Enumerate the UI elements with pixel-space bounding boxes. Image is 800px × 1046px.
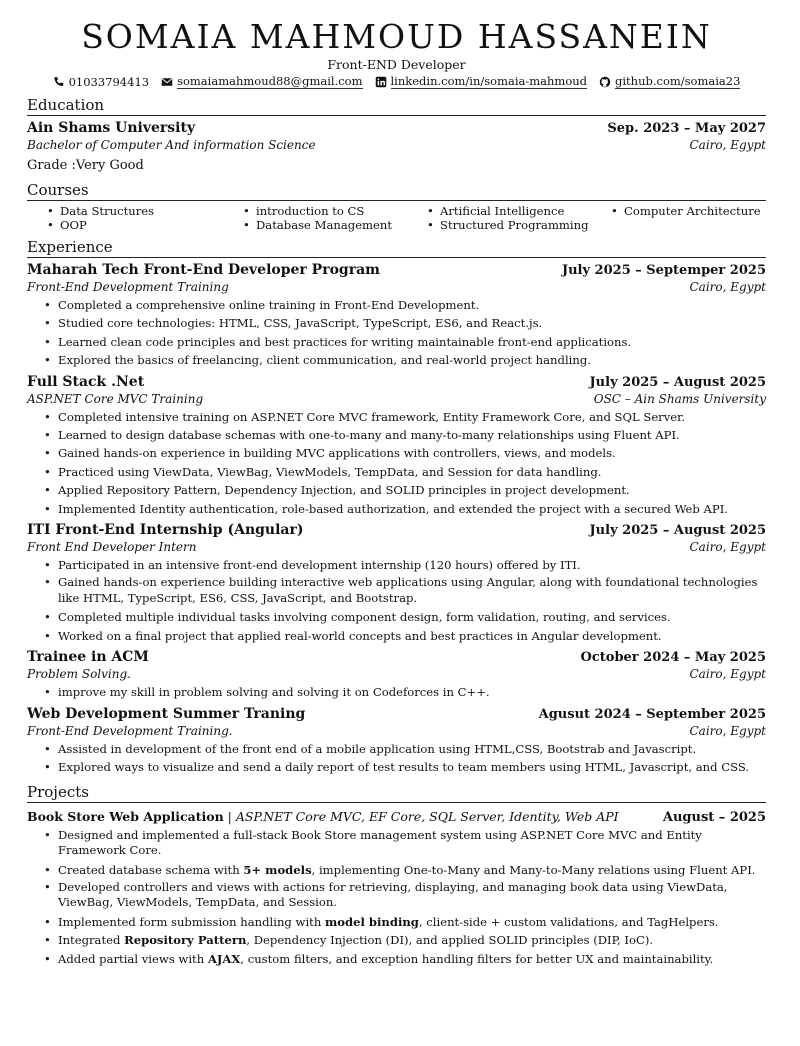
email-link[interactable]: somaiamahmoud88@gmail.com — [177, 74, 363, 88]
degree: Bachelor of Computer And information Science — [27, 138, 316, 152]
experience-entry — [27, 261, 766, 370]
school-name: Ain Shams University — [27, 120, 196, 136]
bullet-item: • Worked on a final project that applied real-world concepts and best practices in Angular development. — [41, 627, 766, 645]
experience-title: Maharah Tech Front-End Developer Program — [27, 262, 380, 278]
projects-heading-text: Projects — [27, 782, 89, 801]
experience-role: Front-End Development Training — [27, 280, 229, 294]
experience-location: OSC – Ain Shams University — [593, 391, 766, 406]
course-item: • Database Management — [243, 219, 427, 233]
experience-dates: Agusut 2024 – September 2025 — [538, 706, 766, 722]
experience-role: ASP.NET Core MVC Training — [27, 391, 204, 406]
bullet-item: • Learned clean code principles and best practices for writing maintainable front-end applications. — [41, 333, 766, 351]
bullet-item: • Practiced using ViewData, ViewBag, ViewModels, TempData, and Session for data handling. — [41, 463, 766, 481]
envelope-icon — [161, 76, 173, 88]
bullet-bold: model binding — [325, 914, 419, 929]
experience-role: Front-End Development Training. — [27, 723, 233, 738]
experience-title: ITI Front-End Internship (Angular) — [27, 522, 304, 539]
bullet-item: • Completed multiple individual tasks involving component design, form validation, routing, and services. — [41, 608, 766, 626]
bullet-text: Added partial views with — [58, 951, 208, 966]
education-dates: Sep. 2023 – May 2027 — [607, 121, 766, 136]
bullet-item: • Gained hands-on experience building interactive web applications using Angular, along with foundational technologies like HTML, TypeScript, ES6, CSS, JavaScript, and Bootstrap. — [41, 575, 766, 606]
bullet-bold: Repository Pattern — [124, 933, 247, 948]
experience-bullets — [27, 740, 766, 777]
bullet-item: • Applied Repository Pattern, Dependency Injection, and SOLID principles in project development. — [41, 481, 766, 499]
grade: Grade :Very Good — [27, 158, 144, 173]
bullet-bold: AJAX — [207, 951, 241, 966]
experience-location: Cairo, Egypt — [689, 540, 766, 555]
experience-role: Problem Solving. — [27, 667, 131, 682]
experience-entry — [27, 648, 766, 701]
contact-phone — [53, 74, 149, 90]
contact-bar — [27, 74, 766, 90]
experience-heading — [27, 238, 766, 258]
bullet-item — [41, 880, 766, 911]
project-tech: ASP.NET Core MVC, EF Core, SQL Server, Identity, Web API — [235, 808, 619, 824]
bullet-item: • Implemented Identity authentication, role-based authorization, and extended the project with a secured Web API. — [41, 500, 766, 518]
bullet-item: • Participated in an intensive front-end development internship (120 hours) offered by ITI. — [41, 556, 766, 574]
job-title: Front-END Developer — [327, 57, 466, 72]
bullet-item: • Studied core technologies: HTML, CSS, JavaScript, TypeScript, ES6, and React.js. — [41, 314, 766, 332]
projects-heading — [27, 783, 766, 803]
bullet-text: Integrated — [58, 933, 125, 948]
experience-entry — [27, 521, 766, 645]
bullet-item — [41, 828, 766, 859]
project-separator: | — [223, 808, 236, 824]
project-title — [27, 808, 619, 826]
linkedin-icon — [375, 76, 387, 88]
experience-bullets — [27, 408, 766, 518]
bullet-item: • improve my skill in problem solving and solving it on Codeforces in C++. — [41, 683, 766, 701]
phone-icon — [53, 76, 65, 88]
education-location: Cairo, Egypt — [689, 138, 766, 152]
education-heading — [27, 96, 766, 116]
bullet-text: Designed and implemented a full-stack Book Store management system using ASP.NET Core MVC and Entity Framework Core. — [58, 827, 702, 857]
bullet-text: Developed controllers and views with actions for retrieving, displaying, and managing book data using ViewData, ViewBag, ViewModels, TempData, and Session. — [58, 879, 728, 910]
phone-number: 01033794413 — [68, 75, 150, 89]
project-bullets — [27, 828, 766, 969]
project-name: Book Store Web Application — [27, 808, 224, 824]
candidate-name: SOMAIA MAHMOUD HASSANEIN — [81, 17, 712, 56]
bullet-item: • Completed a comprehensive online training in Front-End Development. — [41, 296, 766, 314]
experience-title: Trainee in ACM — [27, 649, 149, 666]
bullet-item — [41, 861, 766, 879]
bullet-item — [41, 931, 766, 949]
bullet-text: Implemented form submission handling with — [58, 914, 325, 929]
course-item: • OOP — [47, 219, 243, 233]
course-item: • Data Structures — [47, 205, 243, 219]
bullet-text: , Dependency Injection (DI), and applied SOLID principles (DIP, IoC). — [246, 933, 654, 948]
github-link[interactable]: github.com/somaia23 — [615, 74, 741, 88]
linkedin-link[interactable]: linkedin.com/in/somaia-mahmoud — [390, 74, 588, 88]
bullet-item: • Explored ways to visualize and send a daily report of test results to team members using HTML, Javascript, and CSS. — [41, 758, 766, 776]
bullet-item: • Completed intensive training on ASP.NET Core MVC framework, Entity Framework Core, and SQL Server. — [41, 408, 766, 426]
bullet-text: Created database schema with — [58, 862, 244, 877]
experience-location: Cairo, Egypt — [689, 723, 766, 738]
experience-dates: July 2025 – August 2025 — [589, 523, 766, 539]
experience-heading-text: Experience — [27, 238, 113, 256]
experience-bullets — [27, 296, 766, 370]
bullet-item: • Assisted in development of the front end of a mobile application using HTML,CSS, Bootstrab and Javascript. — [41, 740, 766, 758]
experience-location: Cairo, Egypt — [689, 667, 766, 682]
contact-github[interactable] — [599, 74, 740, 90]
courses-list — [27, 205, 766, 232]
course-item: • Artificial Intelligence — [427, 205, 611, 219]
courses-heading-text: Courses — [27, 181, 89, 199]
bullet-text: , client-side + custom validations, and TagHelpers. — [418, 914, 719, 929]
experience-location: Cairo, Egypt — [689, 280, 766, 294]
experience-dates: July 2025 – August 2025 — [589, 374, 766, 390]
experience-dates: July 2025 – Septemper 2025 — [561, 263, 766, 278]
education-heading-text: Education — [27, 96, 105, 114]
bullet-bold: 5+ models — [243, 862, 312, 877]
project-date: August – 2025 — [662, 809, 766, 825]
experience-role: Front End Developer Intern — [27, 540, 197, 555]
contact-linkedin[interactable] — [375, 74, 588, 90]
bullet-item: • Explored the basics of freelancing, client communication, and real-world project handling. — [41, 351, 766, 369]
bullet-item: • Gained hands-on experience in building MVC applications with controllers, views, and models. — [41, 444, 766, 462]
course-item: • Structured Programming — [427, 219, 611, 233]
courses-heading — [27, 181, 766, 201]
experience-title: Web Development Summer Traning — [27, 705, 306, 722]
bullet-item — [41, 950, 766, 968]
experience-entry — [27, 373, 766, 518]
experience-bullets — [27, 683, 766, 701]
bullet-text: , custom filters, and exception handling filters for better UX and maintainability. — [240, 951, 714, 966]
project-entry — [27, 808, 766, 969]
resume-header — [27, 0, 766, 90]
github-icon — [599, 76, 611, 88]
education-entry — [27, 119, 766, 175]
experience-title: Full Stack .Net — [27, 373, 145, 390]
bullet-item — [41, 913, 766, 931]
experience-dates: October 2024 – May 2025 — [580, 650, 766, 666]
course-item: • introduction to CS — [243, 205, 427, 219]
contact-email[interactable] — [161, 74, 362, 90]
experience-entry — [27, 705, 766, 777]
experience-bullets — [27, 556, 766, 645]
course-item: • Computer Architecture — [611, 205, 771, 219]
bullet-text: , implementing One-to-Many and Many-to-Many relations using Fluent API. — [311, 862, 756, 877]
bullet-item: • Learned to design database schemas with one-to-many and many-to-many relationships using Fluent API. — [41, 426, 766, 444]
